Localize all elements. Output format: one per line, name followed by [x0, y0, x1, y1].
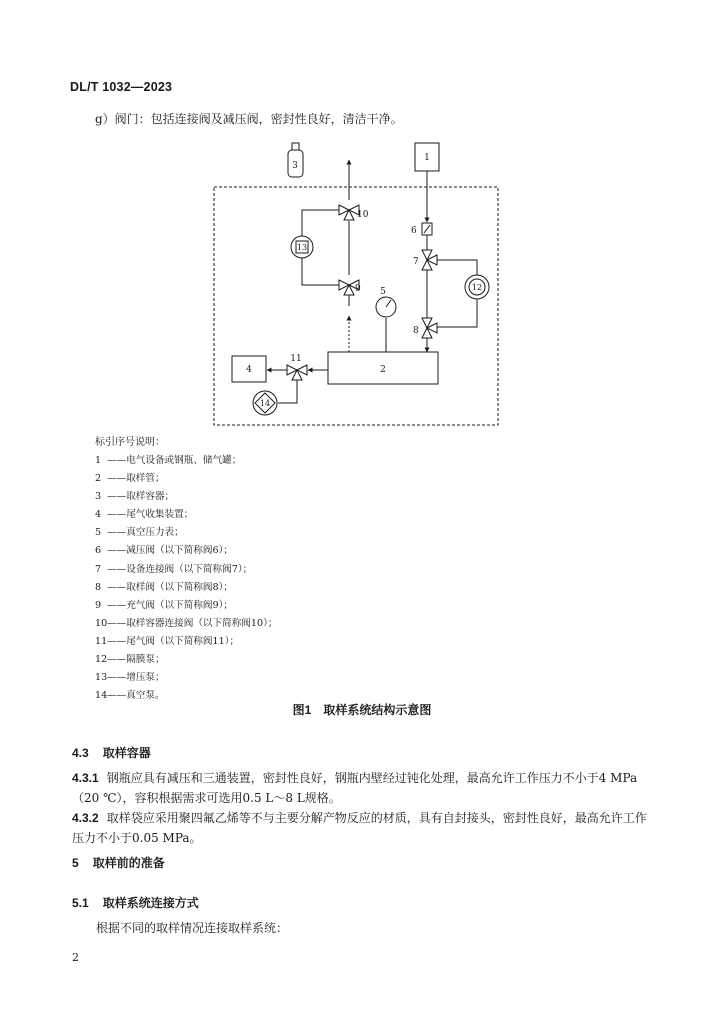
label-9: 9 — [355, 284, 361, 294]
section-heading-4-3: 4.3 取样容器 — [72, 746, 151, 760]
label-8: 8 — [413, 326, 419, 336]
valve-7-icon — [422, 250, 437, 270]
legend-item: 3 ——取样容器； — [95, 491, 175, 503]
label-3: 3 — [292, 161, 298, 171]
section-heading-5: 5 取样前的准备 — [72, 856, 165, 870]
label-10: 10 — [357, 210, 369, 220]
vacuum-pressure-gauge-icon — [376, 297, 396, 317]
legend-item: 13——增压泵； — [95, 672, 165, 684]
valve-8-icon — [422, 318, 437, 338]
valve-11-icon — [287, 365, 307, 380]
legend-item: 8 ——取样阀（以下简称阀8）； — [95, 581, 234, 593]
label-7: 7 — [413, 257, 419, 267]
label-1: 1 — [424, 153, 430, 163]
legend-item: 2 ——取样管； — [95, 473, 165, 485]
legend-item: 10——取样容器连接阀（以下简称阀10）； — [95, 617, 278, 629]
system-boundary-frame — [214, 187, 498, 425]
legend-item: 5 ——真空压力表； — [95, 527, 184, 539]
list-item-g: g）阀门：包括连接阀及减压阀，密封性良好，清洁干净。 — [95, 112, 403, 126]
label-5: 5 — [380, 287, 386, 297]
label-2: 2 — [380, 365, 386, 375]
legend-title: 标引序号说明： — [95, 437, 165, 448]
paragraph-4-3-2: 4.3.2 取样袋应采用聚四氟乙烯等不与主要分解产物反应的材质，具有自封接头，密封性良好，最高允许工作压力不小于0.05 MPa。 — [72, 811, 647, 845]
legend-item: 6 ——减压阀（以下简称阀6）； — [95, 545, 234, 557]
legend-item: 4 ——尾气收集装置； — [95, 509, 194, 521]
legend-item: 9 ——充气阀（以下简称阀9）； — [95, 599, 234, 611]
valve-10-icon — [339, 205, 359, 220]
pressure-reducing-valve-6-icon — [422, 223, 432, 235]
label-14: 14 — [259, 399, 271, 408]
sampling-cylinder-icon — [288, 143, 303, 177]
sampling-system-diagram — [0, 0, 724, 430]
figure-caption: 图1 取样系统结构示意图 — [292, 703, 432, 717]
legend-item: 14——真空泵。 — [95, 690, 165, 702]
page-number: 2 — [72, 951, 79, 964]
document-header-id: DL/T 1032—2023 — [70, 80, 173, 94]
paragraph-4-3-1: 4.3.1 钢瓶应具有减压和三通装置，密封性良好，钢瓶内壁经过钝化处理，最高允许工作压力不小于4 MPa（20 ℃），容积根据需求可选用0.5 L～8 L规格。 — [72, 771, 638, 805]
label-12: 12 — [471, 283, 483, 292]
section-heading-5-1: 5.1 取样系统连接方式 — [72, 896, 199, 910]
label-4: 4 — [246, 365, 252, 375]
label-6: 6 — [411, 226, 417, 236]
label-13: 13 — [296, 243, 308, 252]
legend-list — [95, 452, 278, 705]
label-11: 11 — [290, 354, 302, 364]
legend-item: 12——隔膜泵； — [95, 654, 165, 666]
paragraph-5-1: 根据不同的取样情况连接取样系统： — [96, 921, 289, 935]
legend-item: 11——尾气阀（以下简称阀11）； — [95, 635, 240, 647]
legend-item: 7 ——设备连接阀（以下简称阀7）； — [95, 563, 253, 575]
legend-item: 1 ——电气设备或钢瓶、储气罐； — [95, 455, 242, 466]
